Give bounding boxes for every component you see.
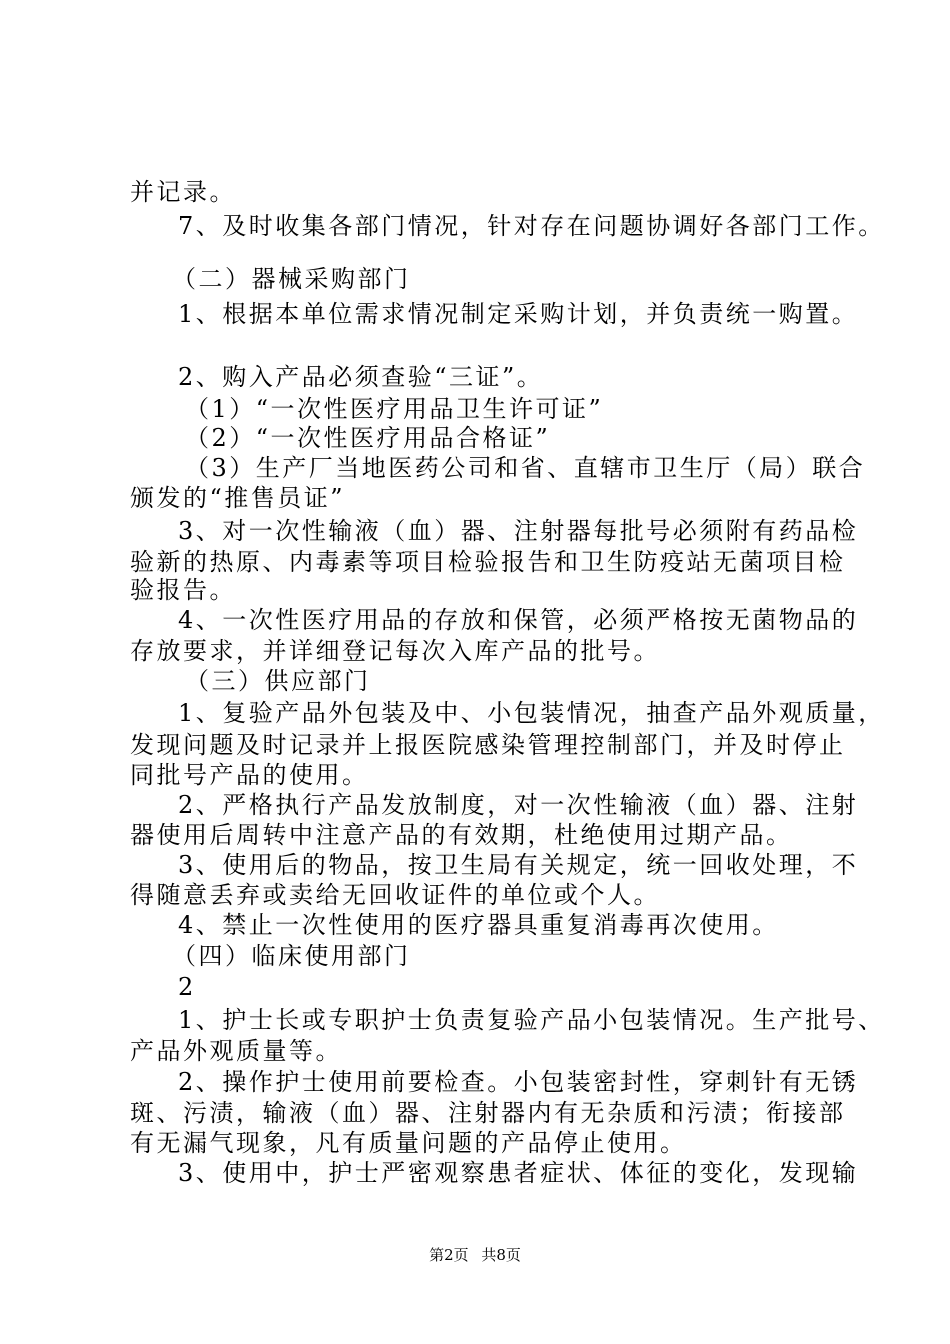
text-line: 2、操作护士使用前要检查。小包装密封性，穿刺针有无锈 — [178, 1068, 859, 1096]
text-line: 验新的热原、内毒素等项目检验报告和卫生防疫站无菌项目检 — [130, 548, 846, 576]
text-line: （2）“一次性医疗用品合格证” — [185, 424, 551, 452]
text-line: 3、使用中，护士严密观察患者症状、体征的变化，发现输 — [178, 1159, 859, 1187]
text-line: 同批号产品的使用。 — [130, 761, 369, 789]
text-line: 器使用后周转中注意产品的有效期，杜绝使用过期产品。 — [130, 821, 793, 849]
section-heading: （二）器械采购部门 — [172, 265, 411, 293]
text-line: 1、护士长或专职护士负责复验产品小包装情况。生产批号、 — [178, 1006, 885, 1034]
text-line: 2、严格执行产品发放制度，对一次性输液（血）器、注射 — [178, 791, 859, 819]
text-line: （3）生产厂当地医药公司和省、直辖市卫生厅（局）联合 — [185, 454, 866, 482]
text-line: 得随意丢弃或卖给无回收证件的单位或个人。 — [130, 881, 660, 909]
text-line: 2 — [178, 973, 196, 1001]
text-line: 7、及时收集各部门情况，针对存在问题协调好各部门工作。 — [178, 212, 885, 240]
text-line: 颁发的“推售员证” — [130, 484, 346, 512]
text-line: 3、对一次性输液（血）器、注射器每批号必须附有药品检 — [178, 517, 859, 545]
text-line: 产品外观质量等。 — [130, 1037, 342, 1065]
text-line: 存放要求，并详细登记每次入库产品的批号。 — [130, 637, 660, 665]
page-number: 第2页 — [429, 1246, 469, 1264]
text-line: 发现问题及时记录并上报医院感染管理控制部门，并及时停止 — [130, 731, 846, 759]
section-heading: （四）临床使用部门 — [172, 942, 411, 970]
text-line: （1）“一次性医疗用品卫生许可证” — [185, 395, 604, 423]
text-line: 2、购入产品必须查验“三证”。 — [178, 363, 544, 391]
text-line: 3、使用后的物品，按卫生局有关规定，统一回收处理，不 — [178, 851, 859, 879]
text-line: 斑、污渍，输液（血）器、注射器内有无杂质和污渍；衔接部 — [130, 1099, 846, 1127]
text-line: 验报告。 — [130, 576, 236, 604]
text-line: 4、禁止一次性使用的医疗器具重复消毒再次使用。 — [178, 911, 779, 939]
text-line: 1、复验产品外包装及中、小包装情况，抽查产品外观质量， — [178, 699, 885, 727]
text-line: 并记录。 — [130, 178, 236, 206]
section-heading: （三）供应部门 — [185, 667, 371, 695]
page-footer — [0, 1244, 950, 1265]
text-line: 1、根据本单位需求情况制定采购计划，并负责统一购置。 — [178, 300, 859, 328]
page-total: 共8页 — [481, 1246, 521, 1264]
text-line: 4、一次性医疗用品的存放和保管，必须严格按无菌物品的 — [178, 606, 859, 634]
text-line: 有无漏气现象，凡有质量问题的产品停止使用。 — [130, 1129, 687, 1157]
